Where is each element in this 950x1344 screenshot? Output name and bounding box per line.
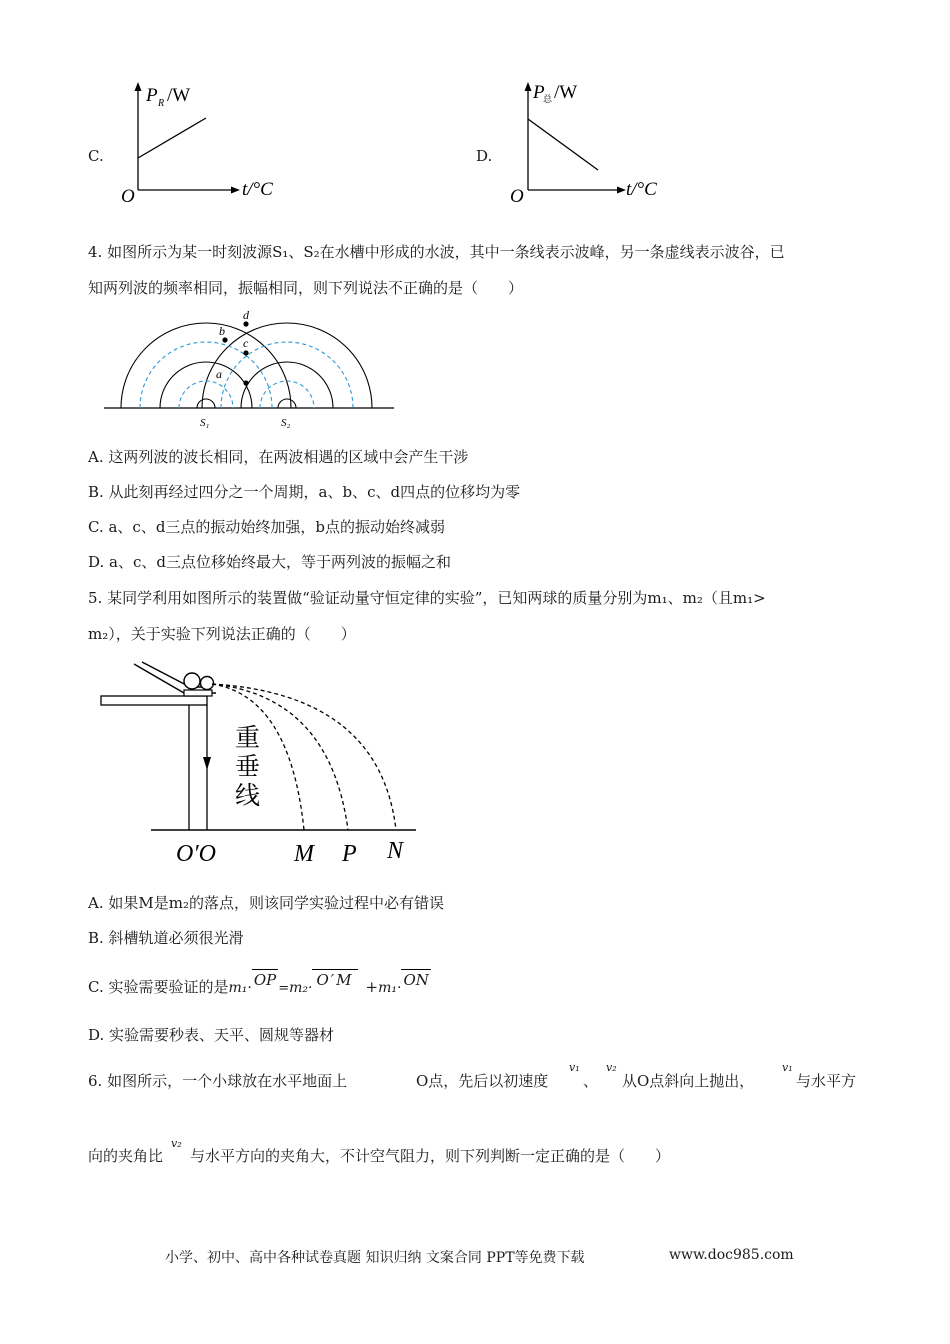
point-c bbox=[243, 350, 248, 355]
q5-apparatus-figure bbox=[98, 660, 428, 870]
origin-label: O bbox=[510, 186, 524, 207]
q6-line2-part2: 与水平方向的夹角大，不计空气阻力，则下列判断一定正确的是（ ） bbox=[190, 1147, 671, 1165]
x-axis-arrow bbox=[617, 187, 626, 194]
label-c: c bbox=[243, 336, 249, 350]
q5-stem-line2: m₂），关于实验下列说法正确的（ ） bbox=[88, 625, 356, 643]
y-label-sub: 总 bbox=[543, 94, 553, 104]
plumb-label-1: 重 bbox=[235, 725, 261, 752]
q5-option-a: A. 如果M是m₂的落点，则该同学实验过程中必有错误 bbox=[88, 894, 444, 912]
q5-option-c-eq: = bbox=[278, 981, 290, 996]
q4-option-c: C. a、c、d三点的振动始终加强，b点的振动始终减弱 bbox=[88, 518, 446, 536]
q5-stem-line1: 5. 某同学利用如图所示的装置做“验证动量守恒定律的实验”，已知两球的质量分别为m₁、m₂（且m₁> bbox=[88, 589, 766, 607]
option-c-graph-label: C. bbox=[88, 147, 104, 165]
label-d: d bbox=[243, 308, 249, 322]
q5-option-c-m1a: m₁· bbox=[228, 980, 252, 996]
graph-line bbox=[528, 119, 598, 170]
q6-line1-part1: 6. 如图所示，一个小球放在水平地面上 bbox=[88, 1072, 348, 1090]
point-a bbox=[243, 380, 248, 385]
label-a: a bbox=[216, 367, 222, 381]
q5-option-b: B. 斜槽轨道必须很光滑 bbox=[88, 929, 244, 947]
q5-option-d: D. 实验需要秒表、天平、圆规等器材 bbox=[88, 1026, 335, 1044]
vector-op: OP bbox=[253, 971, 277, 989]
plumb-label-2: 垂 bbox=[235, 754, 261, 781]
y-label-unit: /W bbox=[167, 85, 191, 106]
q6-line1-part3: 从O点斜向上抛出， bbox=[622, 1072, 755, 1090]
origin-label: O bbox=[121, 186, 135, 207]
label-m: M bbox=[294, 841, 314, 867]
plumb-label-3: 线 bbox=[235, 783, 261, 810]
q6-v1-symbol-2: v₁ bbox=[782, 1061, 793, 1074]
footer-url[interactable]: www.doc985.com bbox=[669, 1247, 794, 1263]
plumb-arrow bbox=[203, 757, 211, 770]
label-p: P bbox=[342, 841, 357, 867]
label-b: b bbox=[219, 324, 225, 338]
y-label-sub: R bbox=[158, 98, 165, 109]
ball-m1 bbox=[184, 673, 200, 689]
q5-option-c-prefix: C. 实验需要验证的是 bbox=[88, 978, 229, 996]
q6-v1-symbol: v₁ bbox=[569, 1061, 580, 1074]
x-label: t/°C bbox=[626, 179, 657, 200]
q4-stem-line2: 知两列波的频率相同，振幅相同，则下列说法不正确的是（ ） bbox=[88, 279, 524, 297]
q6-line1-part4: 与水平方 bbox=[796, 1072, 857, 1090]
q6-line1-part2: O点，先后以初速度 bbox=[416, 1072, 549, 1090]
q5-option-c bbox=[88, 971, 431, 999]
y-label-symbol: P bbox=[146, 85, 158, 106]
q5-option-c-plus: + bbox=[365, 978, 379, 996]
option-d-graph-label: D. bbox=[476, 147, 493, 165]
q4-option-a: A. 这两列波的波长相同，在两波相遇的区域中会产生干涉 bbox=[88, 448, 469, 466]
y-axis-arrow bbox=[525, 82, 532, 91]
label-o-prime-o: O′O bbox=[176, 841, 216, 867]
label-s1: S₁ bbox=[200, 417, 210, 429]
footer-text: 小学、初中、高中各种试卷真题 知识归纳 文案合同 PPT等免费下载 bbox=[165, 1250, 585, 1266]
q5-option-c-m2: m₂· bbox=[289, 980, 313, 996]
ball-m2 bbox=[201, 677, 214, 690]
y-label-symbol: P bbox=[533, 82, 545, 103]
q6-v2-symbol: v₂ bbox=[606, 1061, 617, 1074]
x-axis-arrow bbox=[231, 187, 240, 194]
label-n: N bbox=[387, 838, 404, 864]
x-label: t/°C bbox=[242, 179, 273, 200]
graph-line bbox=[138, 118, 206, 158]
vector-on: ON bbox=[403, 971, 429, 989]
y-axis-arrow bbox=[135, 82, 142, 91]
q4-stem-line1: 4. 如图所示为某一时刻波源S₁、S₂在水槽中形成的水波，其中一条线表示波峰，另一条虚线表示波谷，已 bbox=[88, 243, 785, 261]
point-b bbox=[222, 337, 227, 342]
vector-om: O′M bbox=[312, 969, 357, 990]
label-s2: S₂ bbox=[281, 417, 291, 429]
q6-sep: 、 bbox=[583, 1072, 599, 1090]
s2-crests bbox=[202, 323, 372, 408]
q6-v2-symbol-2: v₂ bbox=[171, 1137, 182, 1150]
q5-option-c-m1b: m₁· bbox=[378, 980, 402, 996]
q6-line2-part1: 向的夹角比 bbox=[88, 1147, 164, 1165]
s1-crests bbox=[121, 323, 291, 408]
y-label-unit: /W bbox=[554, 82, 578, 103]
q4-interference-figure bbox=[100, 308, 400, 433]
q4-option-b: B. 从此刻再经过四分之一个周期，a、b、c、d四点的位移均为零 bbox=[88, 483, 521, 501]
point-d bbox=[243, 321, 248, 326]
graph-c bbox=[112, 76, 302, 208]
q4-option-d: D. a、c、d三点位移始终最大，等于两列波的振幅之和 bbox=[88, 553, 451, 571]
graph-d bbox=[502, 76, 692, 208]
